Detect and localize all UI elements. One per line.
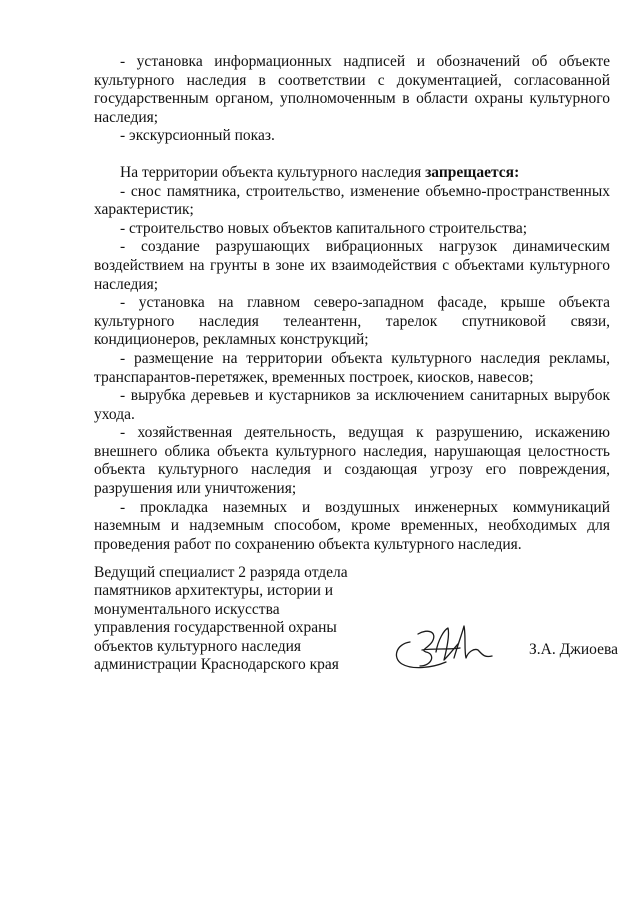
list-item: - размещение на территории объекта культурного наследия рекламы, транспарантов-перетяжек, временных построек, киосков, навесов; <box>94 349 610 386</box>
position-line: управления государственной охраны <box>94 619 337 637</box>
document-body <box>94 53 610 554</box>
list-item: - строительство новых объектов капитального строительства; <box>120 219 528 237</box>
position-line: объектов культурного наследия <box>94 637 302 655</box>
handwritten-signature <box>388 614 506 678</box>
list-item: - снос памятника, строительство, изменение объемно-пространственных характеристик; <box>94 182 610 219</box>
list-item: - установка информационных надписей и обозначений об объекте культурного наследия в соответствии с документацией, согласованной государственным органом, уполномоченным в области охраны культурного наследия; <box>94 53 610 126</box>
signer-name: З.А. Джиоева <box>529 641 618 658</box>
position-line: памятников архитектуры, истории и <box>94 582 334 600</box>
list-item: - вырубка деревьев и кустарников за исключением санитарных вырубок ухода. <box>94 387 610 423</box>
prohibition-bold: запрещается: <box>425 163 520 181</box>
list-item: - установка на главном северо-западном фасаде, крыше объекта культурного наследия телеантенн, тарелок спутниковой связи, кондиционеров, рекламных конструкций; <box>94 294 610 349</box>
list-item: - хозяйственная деятельность, ведущая к разрушению, искажению внешнего облика объекта культурного наследия, нарушающая целостность объекта культурного наследия и создающая угрозу его повреждения, разрушения или уничтожения; <box>94 424 610 498</box>
list-item: - экскурсионный показ. <box>120 127 275 145</box>
prohibition-heading <box>94 164 610 183</box>
list-item: - прокладка наземных и воздушных инженерных коммуникаций наземным и надземным способом, кроме временных, необходимых для проведения работ по сохранению объекта культурного наследия. <box>94 498 610 553</box>
list-item: - создание разрушающих вибрационных нагрузок динамическим воздействием на грунты в зоне их взаимодействия с объектами культурного наследия; <box>94 238 610 293</box>
position-line: Ведущий специалист 2 разряда отдела <box>94 564 348 581</box>
signature-position <box>94 564 394 674</box>
prohibition-intro: На территории объекта культурного наследия <box>120 163 422 181</box>
position-line: администрации Краснодарского края <box>94 656 339 674</box>
position-line: монументального искусства <box>94 600 280 618</box>
